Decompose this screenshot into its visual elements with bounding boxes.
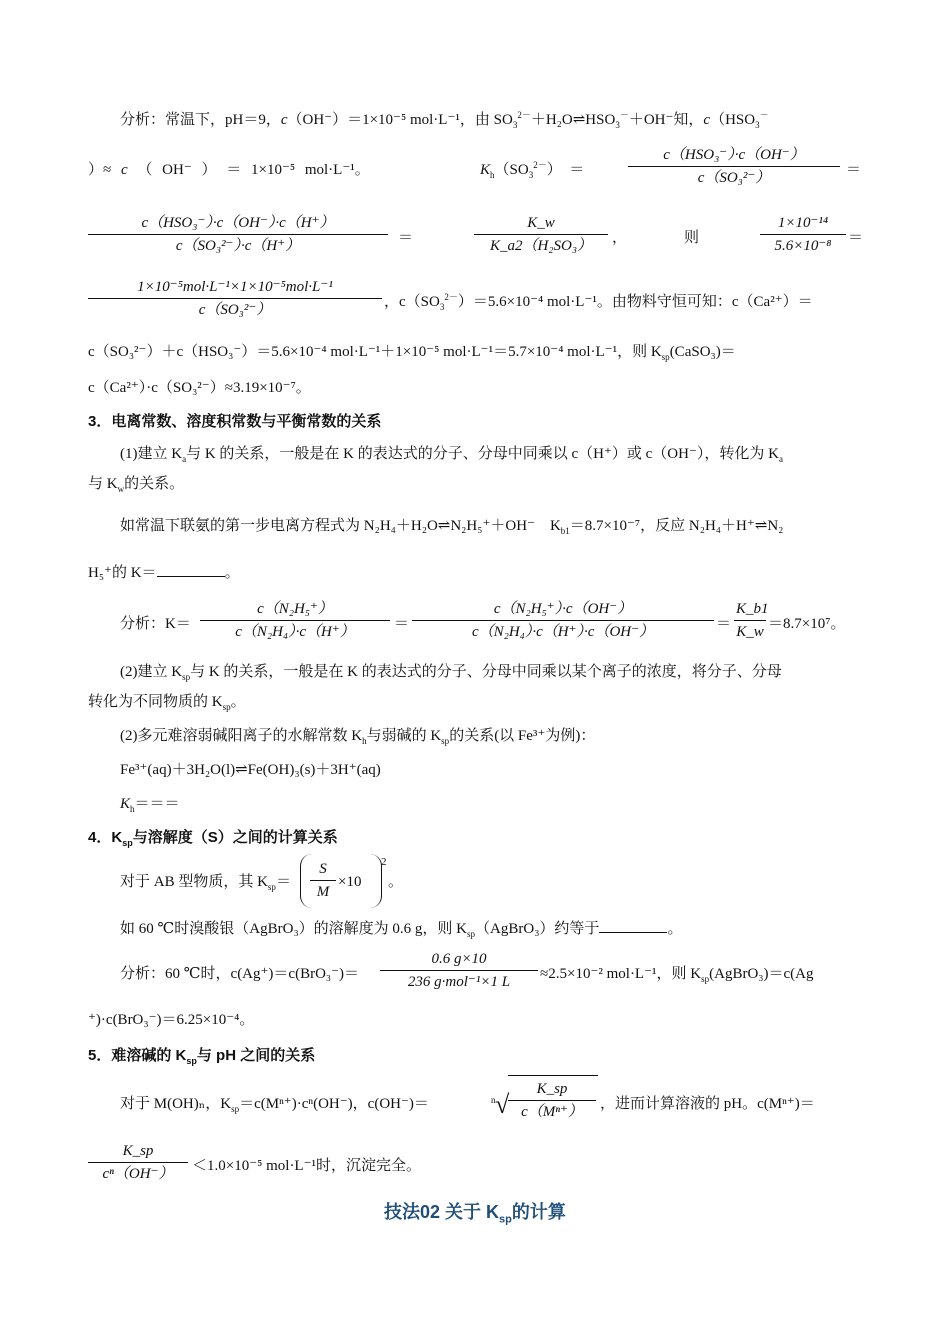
eq-sign-2: ＝ bbox=[398, 230, 414, 246]
root-index: n bbox=[491, 1095, 496, 1105]
s3-para-4: (2)建立 $K_{sp}$与 K 的关系，一般是在 K 的表达式的分子、分母中同乘以某个离子的浓度，将分子、分母 bbox=[120, 664, 782, 682]
s3-para-1: (1)建立 $K_a$与 K 的关系，一般是在 K 的表达式的分子、分母中同乘以 c（H⁺）或 c（OH⁻），转化为 $K_a$ bbox=[120, 446, 783, 464]
eq-sign: ＝ bbox=[846, 162, 862, 178]
s5-para-1: 对于 M(OH)ₙ，$K_{sp}=c(M^{n+})\cdot c^n(OH^-)$，c(OH⁻)＝ bbox=[120, 1096, 429, 1114]
s5-para-1-end: ，进而计算溶液的 pH。c(Mⁿ⁺)＝ bbox=[600, 1096, 815, 1112]
kh-label: $K_h(SO_3^{2-})$ ＝ bbox=[480, 160, 585, 180]
answer-blank-2[interactable] bbox=[599, 918, 667, 933]
kh-fraction-2: c（HSO₃⁻）·c（OH⁻）·c（H⁺） c（SO₃²⁻）·c（H⁺） bbox=[88, 212, 388, 257]
so3-fraction: 1×10⁻⁵mol·L⁻¹×1×10⁻⁵mol·L⁻¹ c（SO₃²⁻） bbox=[88, 276, 382, 321]
section-5-heading: 5．难溶碱的 $K_{sp}$与 pH 之间的关系 bbox=[88, 1047, 316, 1066]
s3-para-6: (2)多元难溶弱碱阳离子的水解常数 $K_h$与弱碱的 $K_{sp}$的关系(以 Fe³⁺为例)： bbox=[120, 728, 596, 746]
s3-analysis-label: 分析：K＝ bbox=[120, 616, 191, 632]
then-label: 则 bbox=[684, 230, 700, 246]
eq-sign-5: ＝ bbox=[716, 616, 732, 632]
eq-sign-4: ＝ bbox=[394, 616, 410, 632]
section-4-heading: 4．$K_{sp}$与溶解度（S）之间的计算关系 bbox=[88, 829, 338, 848]
m-fraction: $\frac{K\_sp}{\text{cⁿ（OH⁻）}}$ bbox=[88, 1140, 188, 1185]
kh-fraction: c（HSO₃⁻）·c（OH⁻） c（SO₃²⁻） bbox=[628, 144, 840, 189]
s3-para-1b: 与 $K_w$的关系。 bbox=[88, 476, 185, 494]
ag-fraction: 0.6 g×10 236 g·mol⁻¹×1 L bbox=[380, 948, 538, 993]
k-fraction-1: $\frac{\text{c（N₂H₅⁺）}}{\text{c（N₂H₄）·c（H⁺）}}$ bbox=[200, 598, 390, 643]
kw-fraction: $\frac{K\_w}{\text{K\_a2（H₂SO₃）}}$ bbox=[474, 212, 608, 257]
section-3-heading: 3．电离常数、溶度积常数与平衡常数的关系 bbox=[88, 413, 382, 430]
k-fraction-2: $\frac{\text{c（N₂H₅⁺）·c（OH⁻）}}{\text{c（N₂H₄）·c（H⁺）·c（OH⁻）}}$ bbox=[412, 598, 714, 643]
s-power: 2 bbox=[381, 856, 387, 868]
comma: ， bbox=[612, 230, 628, 246]
ratio-fraction: $\frac{\text{1×10⁻¹⁴}}{\text{5.6×10⁻⁸}}$ bbox=[760, 212, 846, 257]
analysis-line-1: 分析：常温下，pH＝9，c（OH⁻）＝1×10⁻⁵ mol·L⁻¹，由 $SO_3^{2-}+H_2O\rightleftharpoons HSO_3^-+OH^-$知，$c(HSO_3^-$ bbox=[120, 110, 769, 130]
s4-para-2: 如 60 ℃时溴酸银（AgBrO₃）的溶解度为 0.6 g，则 $K_{sp}(AgBrO_3)$约等于 。 bbox=[120, 918, 682, 939]
k-result: ＝8.7×10⁷。 bbox=[768, 616, 846, 632]
section-title: 技法02 关于 $K_{sp}$的计算 bbox=[384, 1202, 566, 1226]
analysis-line-4: ，$c(SO_3^{2-})=5.6\times 10^{-4}$ mol·L⁻¹。由物料守恒可知：c（Ca²⁺）＝ bbox=[384, 292, 813, 312]
answer-blank[interactable] bbox=[157, 562, 225, 577]
s3-para-3: H₅⁺的 K＝ 。 bbox=[88, 562, 240, 583]
s3-para-2: 如常温下联氨的第一步电离方程式为 N₂H₄＋H₂O⇌N₂H₅⁺＋OH⁻ $K_{b1}=8.7\times 10^{-7}$，反应 N₂H₄＋H⁺⇌N₂ bbox=[120, 518, 784, 536]
analysis-line-2: ）≈ c （ OH⁻ ） ＝ 1×10⁻⁵ mol·L⁻¹。 bbox=[88, 162, 370, 178]
s3-para-5: 转化为不同物质的 $K_{sp}$。 bbox=[88, 694, 246, 712]
sqrt-sign: √ bbox=[495, 1090, 510, 1119]
oh-fraction: $\frac{K\_sp}{\text{c（Mⁿ⁺）}}$ bbox=[508, 1078, 596, 1123]
analysis-line-6: c（Ca²⁺）·c（SO₃²⁻）≈3.19×10⁻⁷。 bbox=[88, 380, 311, 396]
eq-sign-3: ＝ bbox=[848, 230, 864, 246]
analysis-line-5: c（SO₃²⁻）＋c（HSO₃⁻）＝5.6×10⁻⁴ mol·L⁻¹＋1×10⁻⁵ mol·L⁻¹＝5.7×10⁻⁴ mol·L⁻¹，则 $K_{sp}(CaSO_3)=$ bbox=[88, 344, 736, 362]
s-times: ×10 bbox=[338, 874, 362, 890]
s4-analysis: 分析：60 ℃时，c(Ag⁺)＝c(BrO₃⁻)＝ bbox=[120, 966, 360, 982]
k-fraction-3: $\frac{K\_b1}{K\_w}$ bbox=[734, 598, 766, 643]
s4-analysis-2: ≈2.5×10⁻² mol·L⁻¹，则 $K_{sp}(AgBrO_3)=c(Ag$ bbox=[540, 966, 814, 984]
s4-para-1-end: 。 bbox=[388, 874, 404, 890]
radical-bar bbox=[508, 1075, 598, 1076]
s-fraction: $\frac{S}{M}$ bbox=[310, 858, 336, 903]
s4-analysis-3: ⁺)·c(BrO₃⁻)＝6.25×10⁻⁴。 bbox=[88, 1012, 255, 1028]
s3-equation: Fe³⁺(aq)＋3H₂O(l)⇌Fe(OH)₃(s)＋3H⁺(aq) bbox=[120, 762, 381, 778]
s3-kh: $K_h===$ bbox=[120, 796, 180, 814]
s5-para-2: ＜1.0×10⁻⁵ mol·L⁻¹时，沉淀完全。 bbox=[192, 1158, 422, 1174]
s4-para-1: 对于 AB 型物质，其 $K_{sp}=$ bbox=[120, 874, 291, 892]
